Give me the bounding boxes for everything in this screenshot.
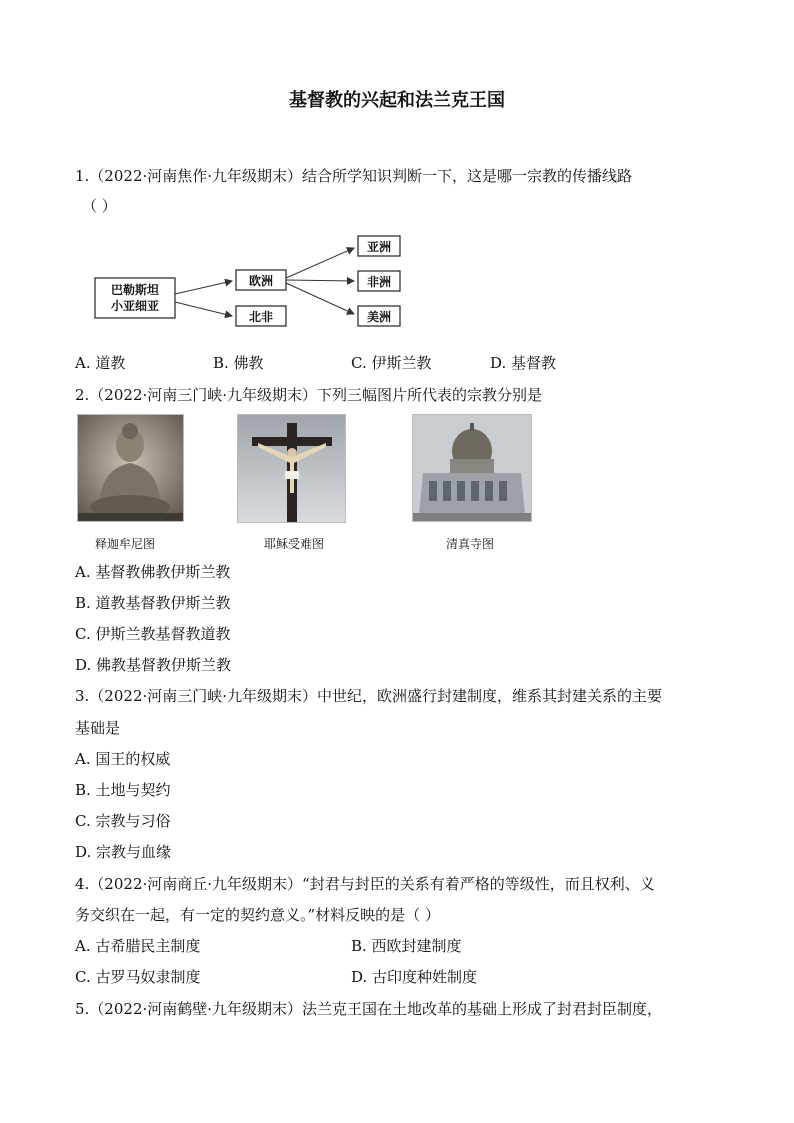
q1-option-c: C. 伊斯兰教 [351,354,432,372]
q4-option-d: D. 古印度种姓制度 [351,968,478,986]
question-3-stem-line1: 3.（2022·河南三门峡·九年级期末）中世纪，欧洲盛行封建制度，维系其封建关系的主要 [75,687,663,705]
question-3-stem-line2: 基础是 [75,719,121,737]
question-1-blank: （ ） [82,197,117,215]
q4-option-c: C. 古罗马奴隶制度 [75,968,201,986]
buddha-image [77,414,184,522]
question-1-stem: 1.（2022·河南焦作·九年级期末）结合所学知识判断一下，这是哪一宗教的传播线路 [75,167,633,185]
page-title: 基督教的兴起和法兰克王国 [289,90,505,111]
q2-option-b: B. 道教基督教伊斯兰教 [75,594,231,612]
america-label: 美洲 [366,310,392,324]
africa-label: 非洲 [366,275,392,289]
q2-option-c: C. 伊斯兰教基督教道教 [75,625,231,643]
arrow-to-europe [175,281,232,294]
asia-label: 亚洲 [366,240,392,254]
q1-option-b: B. 佛教 [213,354,264,372]
q3-option-a: A. 国王的权威 [75,750,171,768]
europe-label: 欧洲 [248,274,274,288]
question-4-stem-line1: 4.（2022·河南商丘·九年级期末）“封君与封臣的关系有着严格的等级性，而且权利、义 [75,875,655,893]
arrow-to-asia [286,248,354,278]
question-4-stem-line2: 务交织在一起，有一定的契约意义。”材料反映的是（ ） [75,906,440,924]
north-africa-label: 北非 [248,310,274,324]
caption-buddha: 释迦牟尼图 [95,537,156,551]
q3-option-b: B. 土地与契约 [75,781,171,799]
arrow-to-africa [286,280,354,281]
origin-label-2: 小亚细亚 [110,299,160,313]
q3-option-d: D. 宗教与血缘 [75,843,172,861]
q4-option-a: A. 古希腊民主制度 [75,937,201,955]
crucifix-image [237,414,346,523]
q1-option-d: D. 基督教 [490,354,557,372]
mosque-image [412,414,532,522]
arrow-to-america [286,283,354,314]
question-2-stem: 2.（2022·河南三门峡·九年级期末）下列三幅图片所代表的宗教分别是 [75,386,543,404]
q3-option-c: C. 宗教与习俗 [75,812,171,830]
q2-option-a: A. 基督教佛教伊斯兰教 [75,563,231,581]
spread-route-diagram [80,228,410,330]
caption-mosque: 清真寺图 [446,537,495,551]
question-5-stem-line1: 5.（2022·河南鹤壁·九年级期末）法兰克王国在土地改革的基础上形成了封君封臣制度， [75,1000,663,1018]
q1-option-a: A. 道教 [75,354,126,372]
caption-crucifixion: 耶稣受难图 [264,537,325,551]
arrow-to-north-africa [175,302,232,316]
origin-label-1: 巴勒斯坦 [110,283,160,297]
q2-option-d: D. 佛教基督教伊斯兰教 [75,656,232,674]
q4-option-b: B. 西欧封建制度 [351,937,462,955]
